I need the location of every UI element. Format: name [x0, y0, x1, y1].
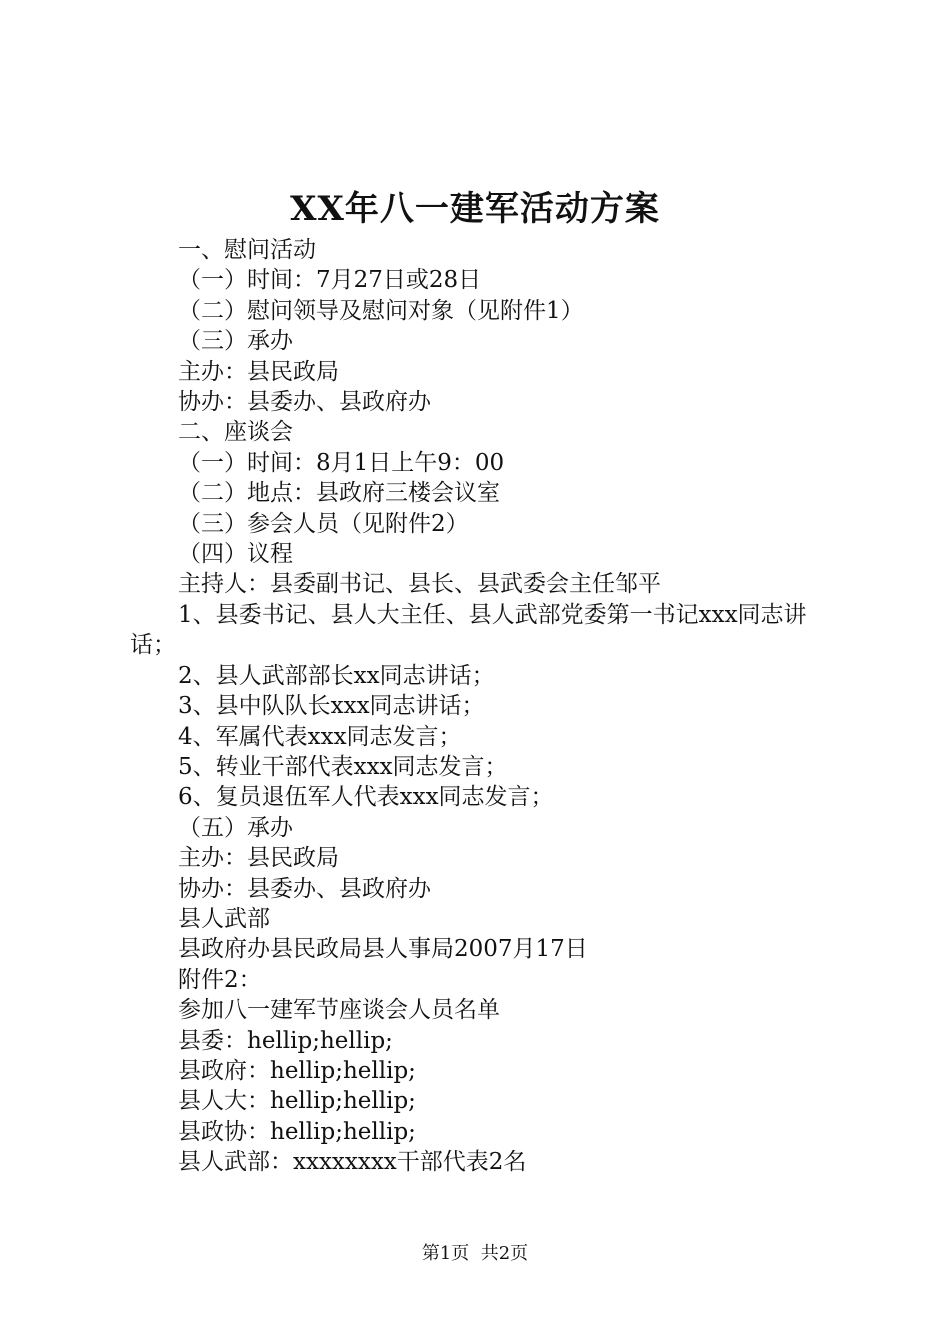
text-line: 县政府办县民政局县人事局2007月17日 — [178, 936, 588, 963]
text-line: 县委：hellip;hellip; — [178, 1027, 393, 1054]
text-line: （二）慰问领导及慰问对象（见附件1） — [178, 297, 584, 324]
text-line: 5、转业干部代表xxx同志发言； — [178, 753, 508, 780]
text-line: 4、军属代表xxx同志发言； — [178, 723, 462, 750]
text-line: 协办：县委办、县政府办 — [178, 875, 431, 902]
document-title: XX年八一建军活动方案 — [290, 189, 660, 229]
text-line: 附件2： — [178, 966, 262, 993]
text-line: 一、慰问活动 — [178, 237, 316, 263]
text-line: 县政府：hellip;hellip; — [178, 1057, 416, 1084]
text-line: 协办：县委办、县政府办 — [178, 389, 431, 416]
page-footer: 第1页 共2页 — [421, 1243, 529, 1264]
text-line: （四）议程 — [178, 541, 293, 568]
text-line: 3、县中队队长xxx同志讲话； — [178, 693, 485, 720]
text-line: 县人武部 — [178, 905, 270, 932]
text-line: （一）时间：8月1日上午9：00 — [178, 449, 505, 476]
text-line: （五）承办 — [178, 814, 293, 841]
text-line: 6、复员退伍军人代表xxx同志发言； — [178, 784, 554, 811]
text-line: 主办：县民政局 — [178, 358, 339, 385]
text-line: 县人大：hellip;hellip; — [178, 1088, 416, 1115]
text-line: （三）承办 — [178, 328, 293, 355]
text-line: （一）时间：7月27日或28日 — [178, 267, 482, 294]
text-line: 2、县人武部部长xx同志讲话； — [178, 662, 495, 689]
text-line: 县人武部：xxxxxxxx干部代表2名 — [178, 1149, 527, 1176]
document-body — [130, 235, 840, 1178]
text-line: 1、县委书记、县人大主任、县人武部党委第一书记xxx同志讲话； — [130, 601, 807, 659]
text-line: （二）地点：县政府三楼会议室 — [178, 480, 500, 507]
text-line: 二、座谈会 — [178, 419, 293, 446]
text-line: 主持人：县委副书记、县长、县武委会主任邹平 — [178, 571, 661, 598]
text-line: 参加八一建军节座谈会人员名单 — [178, 997, 500, 1024]
text-line: 县政协：hellip;hellip; — [178, 1118, 416, 1145]
text-line: 主办：县民政局 — [178, 845, 339, 872]
text-line: （三）参会人员（见附件2） — [178, 510, 469, 537]
